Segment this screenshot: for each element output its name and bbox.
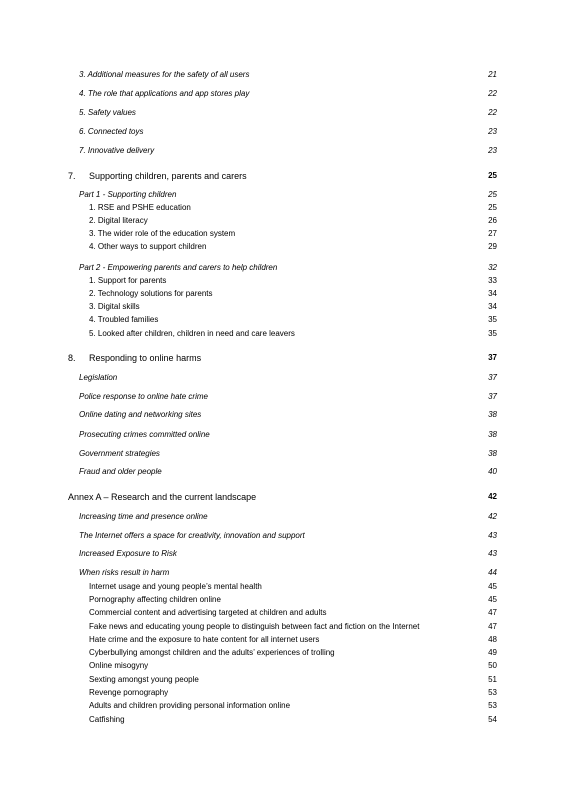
toc-subentry[interactable] bbox=[0, 634, 565, 646]
toc-entry-page: 40 bbox=[488, 467, 497, 476]
subentry-page: 26 bbox=[488, 216, 497, 225]
toc-entry-page: 23 bbox=[488, 127, 497, 136]
subentry-page: 45 bbox=[488, 582, 497, 591]
toc-subentry[interactable] bbox=[0, 621, 565, 633]
toc-subentry[interactable] bbox=[0, 301, 565, 313]
subentry-page: 54 bbox=[488, 715, 497, 724]
subentry-label: 3. Digital skills bbox=[89, 302, 140, 311]
toc-entry-label: 3. Additional measures for the safety of all users bbox=[79, 70, 250, 79]
toc-entry-page: 21 bbox=[488, 70, 497, 79]
subentry-label: Pornography affecting children online bbox=[89, 595, 221, 604]
subentry-label: Revenge pornography bbox=[89, 688, 169, 697]
subentry-label: 2. Digital literacy bbox=[89, 216, 148, 225]
toc-entry-page: 38 bbox=[488, 410, 497, 419]
toc-entry[interactable] bbox=[0, 145, 565, 157]
subentry-label: Hate crime and the exposure to hate content for all internet users bbox=[89, 635, 320, 644]
toc-entry-page: 44 bbox=[488, 568, 497, 577]
subentry-page: 35 bbox=[488, 329, 497, 338]
toc-entry[interactable] bbox=[0, 511, 565, 523]
section-number: 7. bbox=[68, 171, 76, 181]
part-label: Part 1 - Supporting children bbox=[79, 190, 177, 199]
toc-subentry[interactable] bbox=[0, 594, 565, 606]
subentry-page: 47 bbox=[488, 608, 497, 617]
subentry-page: 53 bbox=[488, 688, 497, 697]
toc-subentry[interactable] bbox=[0, 674, 565, 686]
toc-entry-page: 23 bbox=[488, 146, 497, 155]
subentry-label: Fake news and educating young people to distinguish between fact and fiction on the Internet bbox=[89, 622, 420, 631]
toc-entry-label: 4. The role that applications and app stores play bbox=[79, 89, 250, 98]
subentry-page: 27 bbox=[488, 229, 497, 238]
annex-page: 42 bbox=[488, 492, 497, 501]
toc-entry-page: 43 bbox=[488, 549, 497, 558]
toc-section-7[interactable] bbox=[0, 170, 565, 182]
toc-entry[interactable] bbox=[0, 530, 565, 542]
subentry-page: 35 bbox=[488, 315, 497, 324]
toc-entry[interactable] bbox=[0, 372, 565, 384]
subentry-page: 33 bbox=[488, 276, 497, 285]
toc-entry-label: Legislation bbox=[79, 373, 118, 382]
subentry-page: 53 bbox=[488, 701, 497, 710]
toc-entry-label: Increasing time and presence online bbox=[79, 512, 208, 521]
toc-subentry[interactable] bbox=[0, 328, 565, 340]
toc-entry-label: Increased Exposure to Risk bbox=[79, 549, 177, 558]
subentry-label: 1. Support for parents bbox=[89, 276, 167, 285]
toc-entry-page: 38 bbox=[488, 449, 497, 458]
toc-part-1[interactable] bbox=[0, 189, 565, 201]
toc-entry-label: Police response to online hate crime bbox=[79, 392, 208, 401]
subentry-page: 25 bbox=[488, 203, 497, 212]
toc-subentry[interactable] bbox=[0, 607, 565, 619]
toc-entry-page: 38 bbox=[488, 430, 497, 439]
toc-subentry[interactable] bbox=[0, 275, 565, 287]
toc-entry[interactable] bbox=[0, 548, 565, 560]
toc-entry[interactable] bbox=[0, 466, 565, 478]
toc-entry-page: 37 bbox=[488, 373, 497, 382]
toc-entry-label: Government strategies bbox=[79, 449, 160, 458]
subentry-label: Adults and children providing personal information online bbox=[89, 701, 291, 710]
subentry-label: Internet usage and young people’s mental health bbox=[89, 582, 262, 591]
section-page: 37 bbox=[488, 353, 497, 362]
section-number: 8. bbox=[68, 353, 76, 363]
subentry-page: 29 bbox=[488, 242, 497, 251]
subentry-page: 49 bbox=[488, 648, 497, 657]
subentry-label: 4. Troubled families bbox=[89, 315, 159, 324]
subentry-label: Sexting amongst young people bbox=[89, 675, 199, 684]
toc-subentry[interactable] bbox=[0, 581, 565, 593]
subentry-label: Cyberbullying amongst children and the adults’ experiences of trolling bbox=[89, 648, 335, 657]
subentry-page: 48 bbox=[488, 635, 497, 644]
toc-entry-label: The Internet offers a space for creativity, innovation and support bbox=[79, 531, 305, 540]
toc-entry[interactable] bbox=[0, 107, 565, 119]
subentry-label: Online misogyny bbox=[89, 661, 149, 670]
subentry-page: 45 bbox=[488, 595, 497, 604]
toc-entry[interactable] bbox=[0, 409, 565, 421]
section-title: Responding to online harms bbox=[89, 353, 202, 363]
part-page: 25 bbox=[488, 190, 497, 199]
toc-subentry[interactable] bbox=[0, 314, 565, 326]
toc-annex-a[interactable] bbox=[0, 491, 565, 503]
toc-subentry[interactable] bbox=[0, 202, 565, 214]
part-label: Part 2 - Empowering parents and carers to help children bbox=[79, 263, 278, 272]
toc-entry[interactable] bbox=[0, 126, 565, 138]
toc-entry[interactable] bbox=[0, 88, 565, 100]
toc-entry-label: Prosecuting crimes committed online bbox=[79, 430, 210, 439]
toc-subentry[interactable] bbox=[0, 700, 565, 712]
toc-subentry[interactable] bbox=[0, 288, 565, 300]
subentry-label: 3. The wider role of the education system bbox=[89, 229, 236, 238]
toc-entry-label: When risks result in harm bbox=[79, 568, 170, 577]
toc-entry[interactable] bbox=[0, 567, 565, 579]
toc-subentry[interactable] bbox=[0, 714, 565, 726]
toc-section-8[interactable] bbox=[0, 352, 565, 364]
toc-entry-page: 22 bbox=[488, 89, 497, 98]
toc-entry-page: 43 bbox=[488, 531, 497, 540]
toc-subentry[interactable] bbox=[0, 687, 565, 699]
toc-entry[interactable] bbox=[0, 429, 565, 441]
toc-entry[interactable] bbox=[0, 391, 565, 403]
toc-entry-label: 7. Innovative delivery bbox=[79, 146, 155, 155]
toc-entry[interactable] bbox=[0, 448, 565, 460]
annex-title: Annex A – Research and the current landscape bbox=[68, 492, 257, 502]
toc-entry-label: Fraud and older people bbox=[79, 467, 162, 476]
subentry-page: 51 bbox=[488, 675, 497, 684]
toc-entry-page: 42 bbox=[488, 512, 497, 521]
subentry-page: 34 bbox=[488, 302, 497, 311]
section-title: Supporting children, parents and carers bbox=[89, 171, 247, 181]
toc-entry-label: 6. Connected toys bbox=[79, 127, 144, 136]
subentry-label: 5. Looked after children, children in need and care leavers bbox=[89, 329, 295, 338]
subentry-page: 50 bbox=[488, 661, 497, 670]
toc-subentry[interactable] bbox=[0, 660, 565, 672]
subentry-label: 4. Other ways to support children bbox=[89, 242, 207, 251]
toc-entry[interactable] bbox=[0, 69, 565, 81]
part-page: 32 bbox=[488, 263, 497, 272]
toc-entry-page: 22 bbox=[488, 108, 497, 117]
toc-entry-label: 5. Safety values bbox=[79, 108, 136, 117]
toc-part-2[interactable] bbox=[0, 262, 565, 274]
toc-subentry[interactable] bbox=[0, 215, 565, 227]
subentry-page: 47 bbox=[488, 622, 497, 631]
subentry-label: Catfishing bbox=[89, 715, 125, 724]
toc-entry-label: Online dating and networking sites bbox=[79, 410, 202, 419]
section-page: 25 bbox=[488, 171, 497, 180]
toc-subentry[interactable] bbox=[0, 241, 565, 253]
toc-subentry[interactable] bbox=[0, 228, 565, 240]
toc-subentry[interactable] bbox=[0, 647, 565, 659]
subentry-page: 34 bbox=[488, 289, 497, 298]
subentry-label: 1. RSE and PSHE education bbox=[89, 203, 191, 212]
subentry-label: Commercial content and advertising targeted at children and adults bbox=[89, 608, 327, 617]
subentry-label: 2. Technology solutions for parents bbox=[89, 289, 213, 298]
toc-entry-page: 37 bbox=[488, 392, 497, 401]
